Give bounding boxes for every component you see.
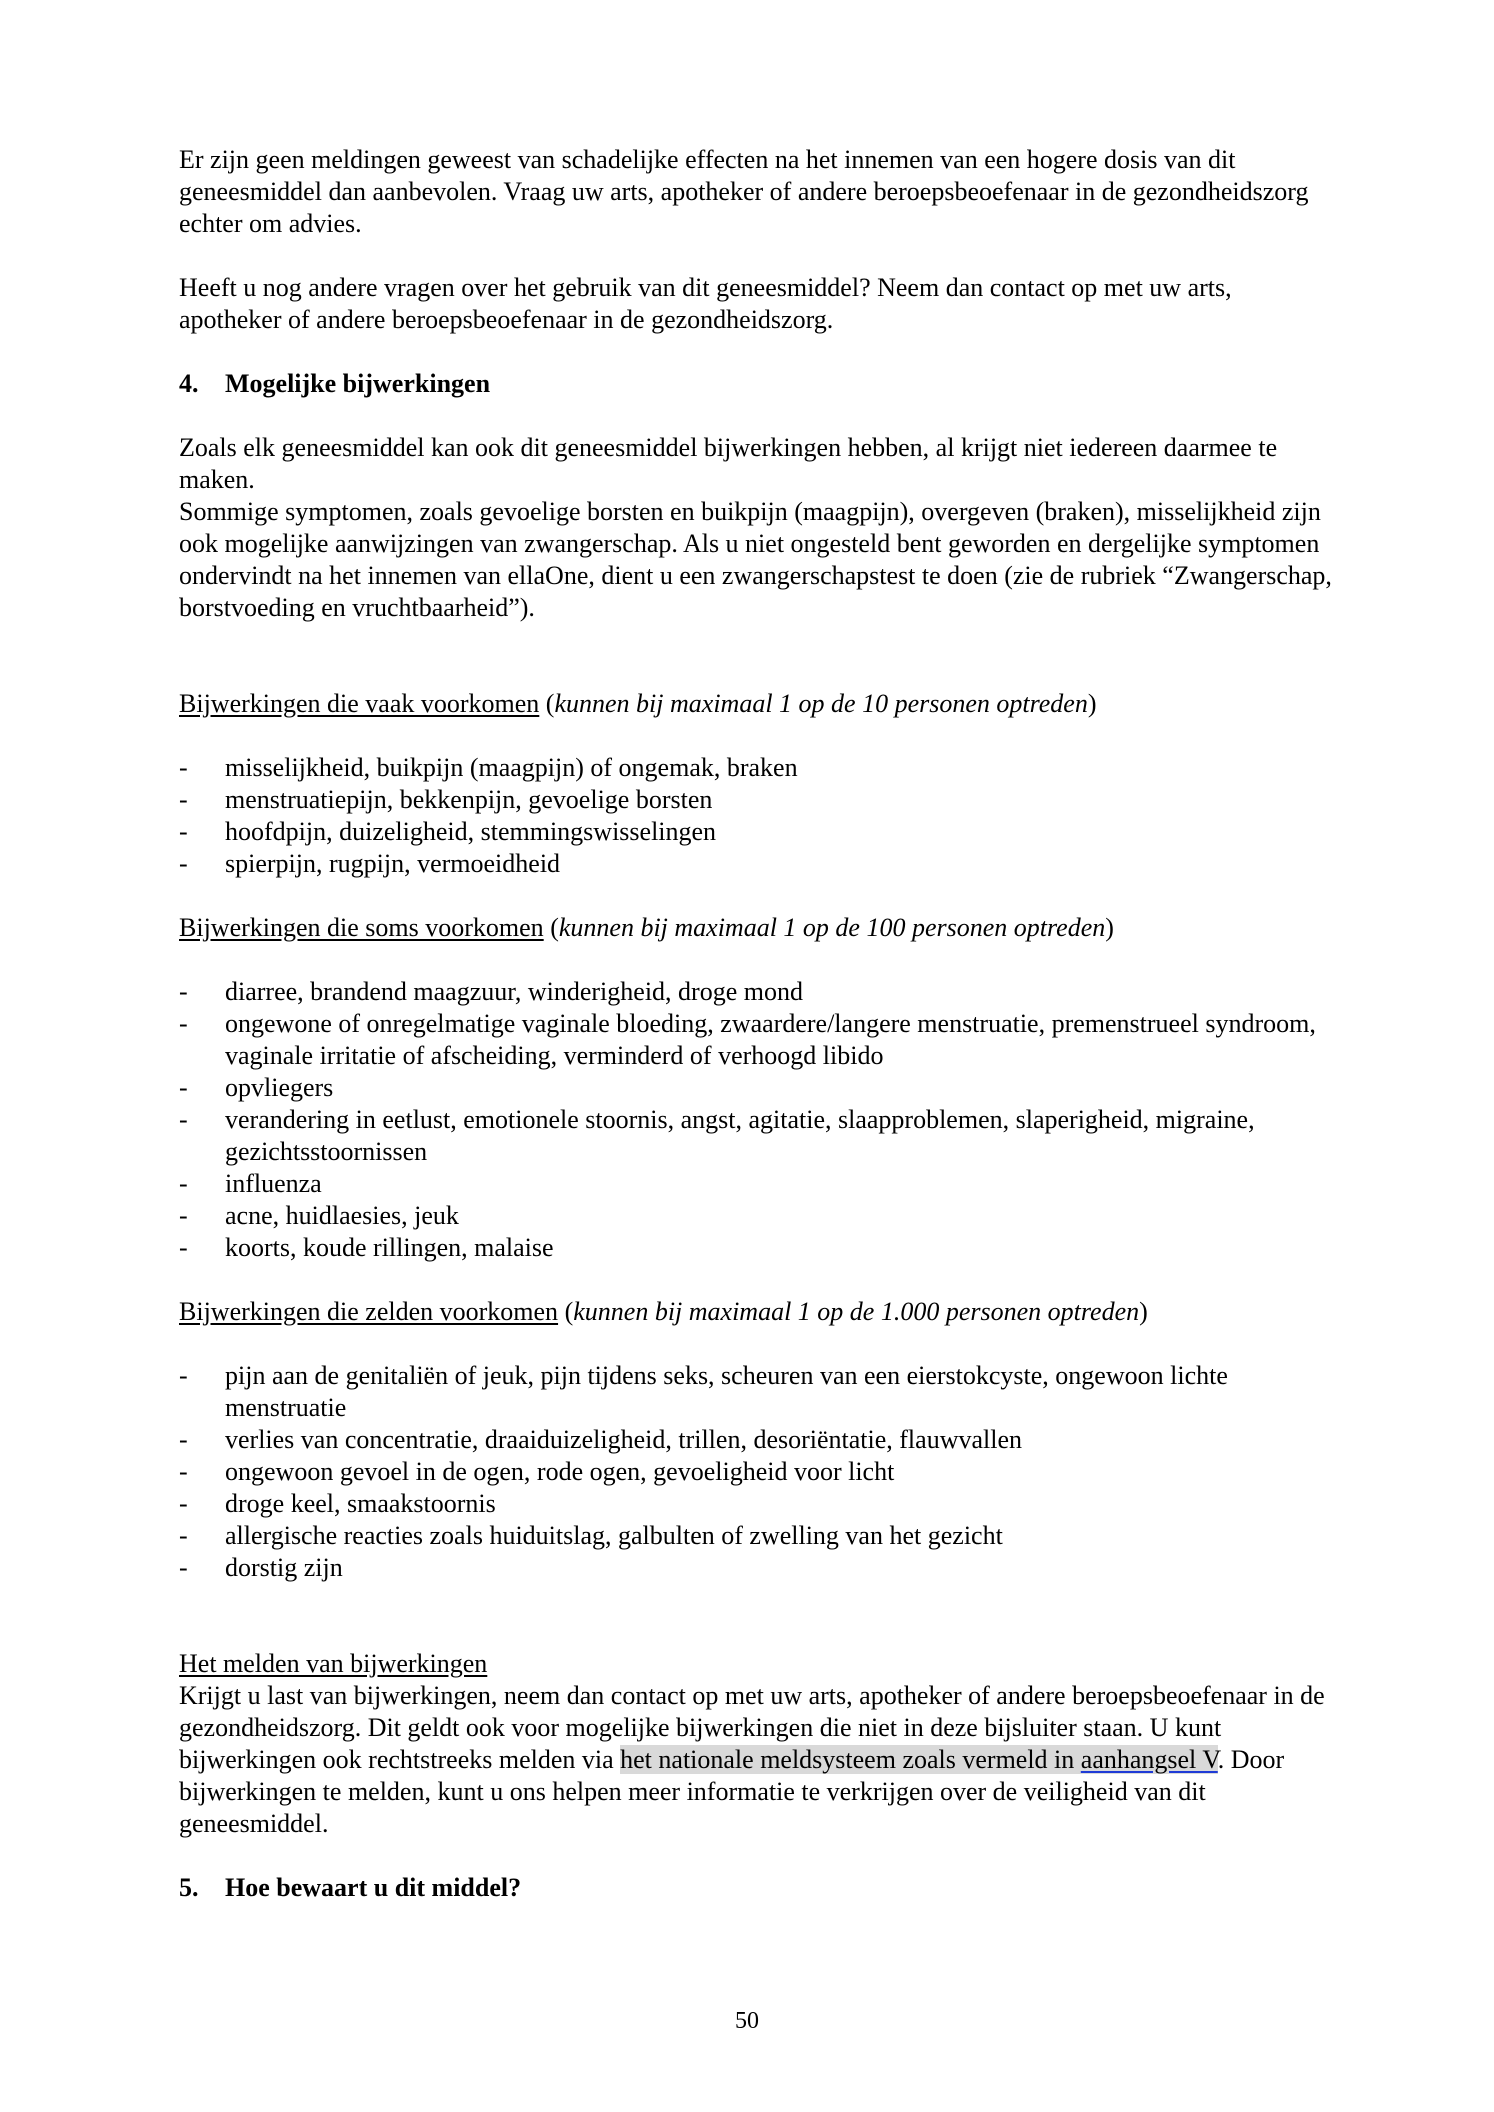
list-item: - opvliegers: [179, 1073, 334, 1102]
section-4-title: Mogelijke bijwerkingen: [225, 369, 491, 398]
list-item: - pijn aan de genitaliën of jeuk, pijn tijdens seks, scheuren van een eierstokcyste, ongewoon lichte menstruatie: [179, 1361, 1228, 1422]
rare-effects-list: [179, 1360, 1339, 1584]
list-item: - diarree, brandend maagzuur, winderigheid, droge mond: [179, 977, 803, 1006]
frequent-effects-heading: Bijwerkingen die vaak voorkomen (kunnen bij maximaal 1 op de 10 personen optreden): [179, 689, 1097, 718]
list-item: - verandering in eetlust, emotionele stoornis, angst, agitatie, slaapproblemen, slaperigheid, migraine, gezichtsstoornissen: [179, 1105, 1255, 1166]
list-item: - influenza: [179, 1169, 322, 1198]
uncommon-effects-heading: Bijwerkingen die soms voorkomen (kunnen bij maximaal 1 op de 100 personen optreden): [179, 913, 1114, 942]
reporting-highlight: [620, 1745, 1218, 1774]
list-item: - allergische reacties zoals huiduitslag, galbulten of zwelling van het gezicht: [179, 1521, 1003, 1550]
list-item: - acne, huidlaesies, jeuk: [179, 1201, 459, 1230]
reporting-text-after: . Door bijwerkingen te melden, kunt u ons helpen meer informatie te verkrijgen over de veiligheid van dit geneesmiddel.: [179, 1745, 1285, 1838]
uncommon-effects-list: [179, 976, 1339, 1264]
section-4-heading: [179, 368, 1339, 400]
section-5-number: 5.: [179, 1873, 199, 1902]
list-item: - ongewone of onregelmatige vaginale bloeding, zwaardere/langere menstruatie, premenstrueel syndroom, vaginale irritatie of afscheiding, verminderd of verhoogd libido: [179, 1009, 1316, 1070]
list-item: - misselijkheid, buikpijn (maagpijn) of ongemak, braken: [179, 753, 798, 782]
list-item: - spierpijn, rugpijn, vermoeidheid: [179, 849, 561, 878]
intro-paragraph-1: Er zijn geen meldingen geweest van schadelijke effecten na het innemen van een hogere dosis van dit geneesmiddel dan aanbevolen. Vraag uw arts, apotheker of andere beroepsbeoefenaar in de gezondheidszorg echter om advies.: [179, 145, 1309, 238]
appendix-v-link[interactable]: aanhangsel V: [1080, 1745, 1218, 1774]
frequent-effects-label: Bijwerkingen die vaak voorkomen: [179, 689, 540, 718]
list-item: - verlies van concentratie, draaiduizeligheid, trillen, desoriëntatie, flauwvallen: [179, 1425, 1022, 1454]
uncommon-effects-label: Bijwerkingen die soms voorkomen: [179, 913, 544, 942]
list-item: - dorstig zijn: [179, 1553, 343, 1582]
section-4-number: 4.: [179, 369, 199, 398]
reporting-heading: [179, 1648, 1339, 1680]
list-item: - koorts, koude rillingen, malaise: [179, 1233, 554, 1262]
reporting-paragraph: [179, 1680, 1339, 1840]
reporting-heading-label: Het melden van bijwerkingen: [179, 1649, 488, 1678]
reporting-text-before: Krijgt u last van bijwerkingen, neem dan contact op met uw arts, apotheker of andere beroepsbeoefenaar in de gezondheidszorg. Dit geldt ook voor mogelijke bijwerkingen die niet in deze bijsluiter staan. U kunt bijwerkingen ook rechtstreeks melden via: [179, 1681, 1325, 1774]
frequent-effects-list: [179, 752, 1339, 880]
reporting-highlight-text: het nationale meldsysteem zoals vermeld in: [620, 1745, 1081, 1774]
rare-effects-frequency: kunnen bij maximaal 1 op de 1.000 personen optreden: [573, 1297, 1140, 1326]
list-item: - menstruatiepijn, bekkenpijn, gevoelige borsten: [179, 785, 713, 814]
list-item: - droge keel, smaakstoornis: [179, 1489, 496, 1518]
rare-effects-label: Bijwerkingen die zelden voorkomen: [179, 1297, 559, 1326]
section-4-paragraph-1: Zoals elk geneesmiddel kan ook dit geneesmiddel bijwerkingen hebben, al krijgt niet iedereen daarmee te maken.: [179, 433, 1278, 494]
section-5-title: Hoe bewaart u dit middel?: [225, 1873, 522, 1902]
uncommon-effects-frequency: kunnen bij maximaal 1 op de 100 personen optreden: [558, 913, 1106, 942]
rare-effects-heading: Bijwerkingen die zelden voorkomen (kunnen bij maximaal 1 op de 1.000 personen optreden): [179, 1297, 1148, 1326]
list-item: - hoofdpijn, duizeligheid, stemmingswisselingen: [179, 817, 717, 846]
list-item: - ongewoon gevoel in de ogen, rode ogen, gevoeligheid voor licht: [179, 1457, 895, 1486]
page-content: [179, 144, 1339, 1904]
frequent-effects-frequency: kunnen bij maximaal 1 op de 10 personen optreden: [554, 689, 1088, 718]
page-number: 50: [735, 2008, 759, 2034]
section-4-paragraph-2: Sommige symptomen, zoals gevoelige borsten en buikpijn (maagpijn), overgeven (braken), misselijkheid zijn ook mogelijke aanwijzingen van zwangerschap. Als u niet ongesteld bent geworden en dergelijke symptomen ondervindt na het innemen van ellaOne, dient u een zwangerschapstest te doen (zie de rubriek “Zwangerschap, borstvoeding en vruchtbaarheid”).: [179, 497, 1332, 622]
intro-paragraph-2: Heeft u nog andere vragen over het gebruik van dit geneesmiddel? Neem dan contact op met uw arts, apotheker of andere beroepsbeoefenaar in de gezondheidszorg.: [179, 273, 1232, 334]
section-5-heading: [179, 1872, 1339, 1904]
